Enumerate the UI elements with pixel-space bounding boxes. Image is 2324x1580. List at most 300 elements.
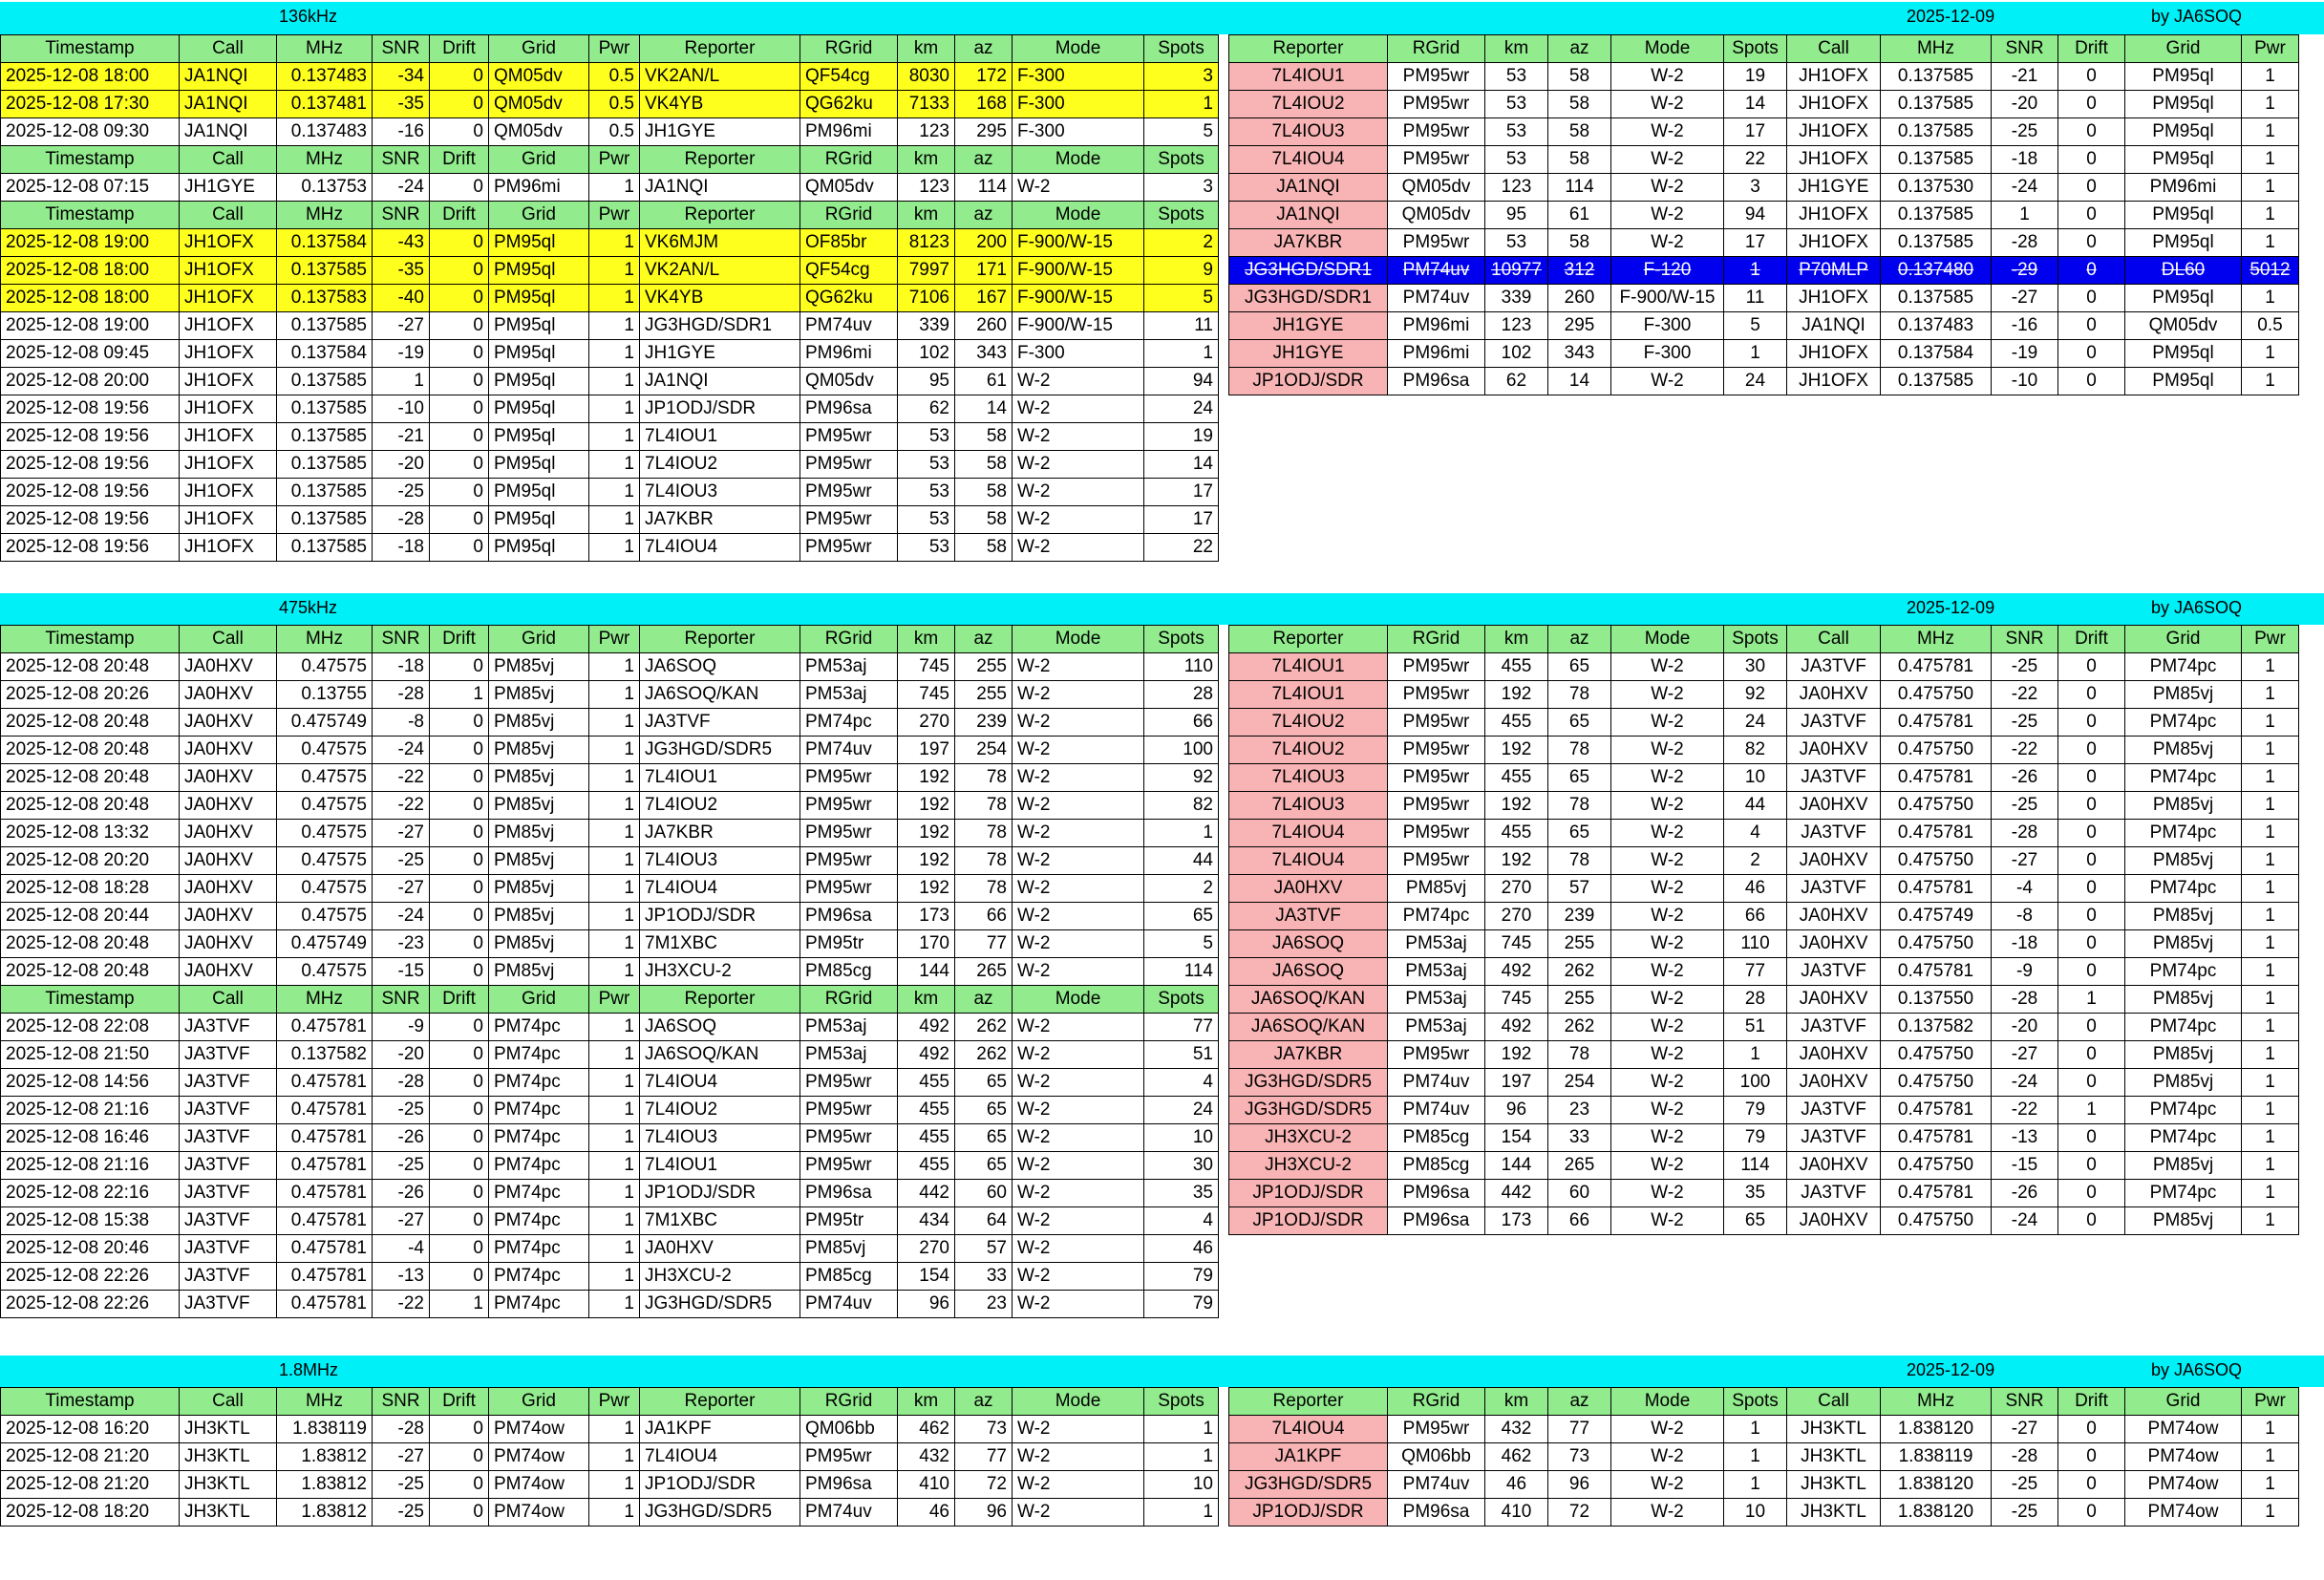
cell-mhz: 0.137585	[1881, 229, 1992, 257]
cell-pwr: 1	[2242, 368, 2299, 395]
cell-call: JA0HXV	[1787, 792, 1881, 820]
cell-rgrid: PM95wr	[800, 847, 898, 875]
cell-drift: 0	[2058, 709, 2125, 737]
column-header: Timestamp	[1, 146, 180, 174]
cell-mhz: 0.47575	[277, 958, 373, 986]
cell-reporter: 7L4IOU4	[1229, 820, 1388, 847]
cell-timestamp: 2025-12-08 20:48	[1, 709, 180, 737]
cell-pwr: 1	[2242, 681, 2299, 709]
cell-drift: 0	[2058, 847, 2125, 875]
cell-pwr: 1	[2242, 820, 2299, 847]
cell-spots: 10	[1724, 764, 1787, 792]
cell-rgrid: PM96sa	[1388, 368, 1485, 395]
table-row[interactable]	[1, 1416, 1219, 1443]
report-date: 2025-12-09	[1907, 7, 1995, 26]
cell-rgrid: PM74uv	[800, 1499, 898, 1527]
cell-rgrid: PM53aj	[1388, 1014, 1485, 1041]
cell-mode: W-2	[1611, 1471, 1724, 1499]
table-row[interactable]	[1229, 1443, 2299, 1471]
cell-grid: QM05dv	[489, 91, 589, 118]
cell-timestamp: 2025-12-08 20:20	[1, 847, 180, 875]
cell-az: 78	[1548, 681, 1611, 709]
cell-call: JA3TVF	[180, 1041, 277, 1069]
cell-drift: 0	[2058, 91, 2125, 118]
cell-mode: W-2	[1013, 506, 1144, 534]
cell-rgrid: PM74uv	[1388, 285, 1485, 312]
left-spots-table	[0, 1387, 1219, 1527]
cell-grid: PM85vj	[2125, 1152, 2242, 1180]
cell-pwr: 1	[589, 764, 640, 792]
cell-drift: 0	[430, 479, 489, 506]
cell-rgrid: PM85cg	[800, 958, 898, 986]
cell-pwr: 1	[2242, 1180, 2299, 1207]
cell-call: JA0HXV	[180, 681, 277, 709]
cell-mhz: 0.47575	[277, 903, 373, 930]
cell-mode: W-2	[1611, 792, 1724, 820]
cell-grid: PM74pc	[2125, 1014, 2242, 1041]
cell-spots: 35	[1144, 1180, 1219, 1207]
cell-snr: -26	[373, 1124, 430, 1152]
cell-km: 745	[1485, 986, 1548, 1014]
cell-mode: F-300	[1013, 91, 1144, 118]
cell-spots: 100	[1724, 1069, 1787, 1097]
cell-mhz: 0.137585	[277, 368, 373, 395]
cell-reporter: 7L4IOU3	[1229, 792, 1388, 820]
cell-rgrid: PM96sa	[800, 395, 898, 423]
cell-spots: 66	[1144, 709, 1219, 737]
cell-mhz: 1.83812	[277, 1499, 373, 1527]
cell-mode: W-2	[1611, 1124, 1724, 1152]
column-header: MHz	[1881, 626, 1992, 653]
column-header: Timestamp	[1, 986, 180, 1014]
cell-drift: 0	[430, 1014, 489, 1041]
cell-km: 192	[898, 875, 955, 903]
column-header: Grid	[489, 35, 589, 63]
cell-reporter: 7L4IOU4	[1229, 847, 1388, 875]
cell-pwr: 0.5	[589, 91, 640, 118]
column-header: km	[898, 1388, 955, 1416]
cell-reporter: JA1KPF	[640, 1416, 800, 1443]
cell-mhz: 0.137582	[1881, 1014, 1992, 1041]
cell-spots: 2	[1724, 847, 1787, 875]
cell-az: 171	[955, 257, 1013, 285]
cell-reporter: 7L4IOU2	[1229, 91, 1388, 118]
cell-snr: -24	[373, 737, 430, 764]
cell-rgrid: PM53aj	[800, 1041, 898, 1069]
cell-reporter: JA7KBR	[1229, 1041, 1388, 1069]
cell-az: 265	[955, 958, 1013, 986]
cell-pwr: 1	[2242, 764, 2299, 792]
cell-drift: 0	[2058, 202, 2125, 229]
cell-az: 66	[1548, 1207, 1611, 1235]
cell-call: JA0HXV	[1787, 737, 1881, 764]
cell-call: JH3KTL	[1787, 1416, 1881, 1443]
cell-az: 65	[955, 1124, 1013, 1152]
cell-call: JA0HXV	[180, 903, 277, 930]
cell-spots: 3	[1724, 174, 1787, 202]
cell-mode: W-2	[1013, 681, 1144, 709]
cell-spots: 1	[1724, 1471, 1787, 1499]
cell-grid: PM95ql	[489, 479, 589, 506]
cell-pwr: 1	[2242, 1207, 2299, 1235]
cell-km: 270	[1485, 903, 1548, 930]
cell-rgrid: PM95wr	[1388, 737, 1485, 764]
cell-snr: -26	[373, 1180, 430, 1207]
column-header: Spots	[1144, 35, 1219, 63]
cell-drift: 0	[2058, 1443, 2125, 1471]
cell-pwr: 1	[589, 653, 640, 681]
cell-grid: PM74pc	[2125, 653, 2242, 681]
cell-km: 192	[898, 847, 955, 875]
cell-grid: PM85vj	[489, 875, 589, 903]
column-header: az	[955, 626, 1013, 653]
table-row[interactable]	[1, 1443, 1219, 1471]
cell-timestamp: 2025-12-08 20:00	[1, 368, 180, 395]
cell-mhz: 0.137582	[277, 1041, 373, 1069]
cell-drift: 0	[430, 534, 489, 562]
cell-reporter: 7L4IOU4	[640, 534, 800, 562]
cell-call: JA0HXV	[1787, 903, 1881, 930]
cell-call: JA3TVF	[1787, 1180, 1881, 1207]
cell-pwr: 1	[2242, 653, 2299, 681]
table-row[interactable]	[1229, 1471, 2299, 1499]
cell-az: 255	[1548, 930, 1611, 958]
cell-grid: PM85vj	[2125, 1207, 2242, 1235]
column-header: Call	[180, 202, 277, 229]
cell-mode: W-2	[1611, 1443, 1724, 1471]
cell-drift: 0	[2058, 1499, 2125, 1527]
cell-drift: 0	[430, 1443, 489, 1471]
cell-rgrid: PM96mi	[800, 118, 898, 146]
cell-call: JA0HXV	[180, 709, 277, 737]
column-header: Spots	[1144, 986, 1219, 1014]
cell-snr: 1	[373, 368, 430, 395]
cell-grid: PM95ql	[2125, 63, 2242, 91]
column-header: RGrid	[800, 202, 898, 229]
cell-spots: 1	[1724, 1416, 1787, 1443]
cell-drift: 0	[430, 820, 489, 847]
cell-timestamp: 2025-12-08 21:16	[1, 1152, 180, 1180]
cell-mhz: 1.838120	[1881, 1416, 1992, 1443]
cell-reporter: 7L4IOU1	[1229, 681, 1388, 709]
column-header: km	[898, 146, 955, 174]
cell-rgrid: PM95wr	[1388, 820, 1485, 847]
column-header: SNR	[373, 626, 430, 653]
cell-grid: PM95ql	[489, 395, 589, 423]
column-header: MHz	[277, 1388, 373, 1416]
cell-rgrid: PM95wr	[800, 451, 898, 479]
cell-az: 65	[1548, 653, 1611, 681]
cell-km: 192	[1485, 792, 1548, 820]
cell-reporter: 7L4IOU1	[1229, 63, 1388, 91]
cell-snr: -16	[373, 118, 430, 146]
cell-call: JH1OFX	[180, 312, 277, 340]
cell-mode: W-2	[1611, 986, 1724, 1014]
column-header: Call	[1787, 1388, 1881, 1416]
cell-call: JA3TVF	[1787, 1014, 1881, 1041]
cell-snr: -26	[1992, 764, 2058, 792]
cell-call: JA3TVF	[1787, 820, 1881, 847]
cell-reporter: JG3HGD/SDR5	[640, 1499, 800, 1527]
cell-mode: W-2	[1611, 1152, 1724, 1180]
cell-drift: 0	[430, 423, 489, 451]
cell-spots: 94	[1144, 368, 1219, 395]
cell-mhz: 0.475749	[277, 709, 373, 737]
cell-pwr: 1	[2242, 91, 2299, 118]
cell-mhz: 0.475750	[1881, 792, 1992, 820]
cell-mode: F-300	[1013, 118, 1144, 146]
column-header: Spots	[1144, 202, 1219, 229]
cell-mode: W-2	[1013, 1416, 1144, 1443]
cell-call: JA3TVF	[180, 1180, 277, 1207]
cell-az: 65	[1548, 764, 1611, 792]
cell-spots: 1	[1724, 340, 1787, 368]
cell-km: 53	[898, 423, 955, 451]
cell-call: JH1OFX	[180, 534, 277, 562]
cell-mode: W-2	[1013, 847, 1144, 875]
cell-rgrid: PM95wr	[1388, 792, 1485, 820]
column-header: Pwr	[589, 202, 640, 229]
cell-mode: W-2	[1013, 1014, 1144, 1041]
cell-rgrid: PM95wr	[800, 1069, 898, 1097]
column-header: Pwr	[2242, 35, 2299, 63]
table-row[interactable]	[1229, 1416, 2299, 1443]
cell-spots: 1	[1144, 1499, 1219, 1527]
cell-call: JA0HXV	[180, 764, 277, 792]
cell-snr: -43	[373, 229, 430, 257]
cell-drift: 1	[2058, 986, 2125, 1014]
cell-timestamp: 2025-12-08 14:56	[1, 1069, 180, 1097]
cell-pwr: 1	[2242, 903, 2299, 930]
cell-az: 58	[955, 534, 1013, 562]
cell-reporter: JA6SOQ	[1229, 930, 1388, 958]
cell-mhz: 0.47575	[277, 847, 373, 875]
cell-rgrid: PM95wr	[800, 1443, 898, 1471]
cell-snr: -27	[373, 875, 430, 903]
column-header: Grid	[489, 986, 589, 1014]
cell-drift: 0	[430, 875, 489, 903]
cell-mhz: 0.475750	[1881, 1069, 1992, 1097]
cell-grid: PM95ql	[489, 257, 589, 285]
cell-pwr: 1	[2242, 63, 2299, 91]
cell-snr: -28	[373, 1069, 430, 1097]
cell-mhz: 0.137483	[1881, 312, 1992, 340]
cell-reporter: JA6SOQ/KAN	[640, 681, 800, 709]
column-header: Drift	[430, 202, 489, 229]
cell-mode: W-2	[1013, 1499, 1144, 1527]
cell-rgrid: PM96mi	[800, 340, 898, 368]
column-header: MHz	[277, 35, 373, 63]
cell-spots: 66	[1724, 903, 1787, 930]
cell-az: 167	[955, 285, 1013, 312]
cell-mode: W-2	[1611, 958, 1724, 986]
cell-snr: -25	[1992, 653, 2058, 681]
cell-rgrid: PM53aj	[800, 1014, 898, 1041]
cell-az: 312	[1548, 257, 1611, 285]
cell-pwr: 1	[2242, 737, 2299, 764]
cell-spots: 28	[1724, 986, 1787, 1014]
cell-az: 255	[955, 681, 1013, 709]
cell-reporter: JA1KPF	[1229, 1443, 1388, 1471]
cell-rgrid: PM74uv	[800, 312, 898, 340]
cell-call: JA3TVF	[180, 1235, 277, 1263]
cell-timestamp: 2025-12-08 19:56	[1, 423, 180, 451]
cell-rgrid: QM05dv	[1388, 174, 1485, 202]
cell-az: 77	[955, 1443, 1013, 1471]
cell-grid: PM85vj	[2125, 903, 2242, 930]
column-header: km	[1485, 626, 1548, 653]
cell-spots: 24	[1144, 395, 1219, 423]
table-row[interactable]	[1229, 1499, 2299, 1527]
cell-snr: -8	[373, 709, 430, 737]
cell-snr: -35	[373, 257, 430, 285]
cell-mhz: 0.47575	[277, 820, 373, 847]
cell-km: 442	[898, 1180, 955, 1207]
column-header: Reporter	[1229, 35, 1388, 63]
cell-rgrid: PM95wr	[800, 792, 898, 820]
column-header: RGrid	[1388, 35, 1485, 63]
cell-rgrid: PM74pc	[800, 709, 898, 737]
cell-reporter: 7L4IOU2	[640, 792, 800, 820]
cell-az: 14	[955, 395, 1013, 423]
cell-mode: F-900/W-15	[1013, 229, 1144, 257]
cell-reporter: JA6SOQ/KAN	[1229, 1014, 1388, 1041]
column-header: RGrid	[800, 626, 898, 653]
cell-mhz: 0.137585	[277, 395, 373, 423]
cell-pwr: 1	[2242, 792, 2299, 820]
cell-reporter: JH1GYE	[640, 340, 800, 368]
cell-az: 172	[955, 63, 1013, 91]
cell-mhz: 0.475781	[277, 1291, 373, 1318]
cell-km: 192	[1485, 681, 1548, 709]
cell-snr: -13	[373, 1263, 430, 1291]
column-header: Call	[180, 626, 277, 653]
cell-km: 62	[1485, 368, 1548, 395]
cell-call: P70MLP	[1787, 257, 1881, 285]
table-row[interactable]	[1, 1471, 1219, 1499]
table-row[interactable]	[1, 1499, 1219, 1527]
cell-pwr: 1	[589, 681, 640, 709]
cell-grid: PM95ql	[489, 229, 589, 257]
cell-spots: 17	[1724, 229, 1787, 257]
cell-reporter: JA7KBR	[640, 506, 800, 534]
cell-spots: 30	[1144, 1152, 1219, 1180]
cell-spots: 82	[1724, 737, 1787, 764]
cell-grid: PM95ql	[2125, 285, 2242, 312]
cell-mode: W-2	[1013, 1097, 1144, 1124]
cell-km: 270	[1485, 875, 1548, 903]
cell-rgrid: PM95wr	[1388, 229, 1485, 257]
cell-reporter: 7L4IOU1	[640, 423, 800, 451]
cell-mode: F-900/W-15	[1611, 285, 1724, 312]
cell-mode: W-2	[1013, 479, 1144, 506]
cell-mhz: 0.13753	[277, 174, 373, 202]
cell-az: 114	[1548, 174, 1611, 202]
cell-grid: PM96mi	[489, 174, 589, 202]
cell-km: 455	[1485, 709, 1548, 737]
cell-reporter: VK2AN/L	[640, 63, 800, 91]
cell-mhz: 0.137530	[1881, 174, 1992, 202]
cell-timestamp: 2025-12-08 18:28	[1, 875, 180, 903]
cell-snr: -20	[373, 1041, 430, 1069]
cell-az: 200	[955, 229, 1013, 257]
cell-snr: -25	[1992, 1499, 2058, 1527]
cell-mode: W-2	[1013, 1180, 1144, 1207]
cell-km: 144	[898, 958, 955, 986]
cell-mode: F-120	[1611, 257, 1724, 285]
cell-drift: 0	[430, 903, 489, 930]
cell-km: 53	[898, 451, 955, 479]
cell-spots: 65	[1724, 1207, 1787, 1235]
column-header: Reporter	[640, 986, 800, 1014]
column-header: RGrid	[800, 1388, 898, 1416]
cell-mhz: 0.475781	[1881, 958, 1992, 986]
cell-az: 78	[955, 847, 1013, 875]
cell-spots: 114	[1144, 958, 1219, 986]
column-header: Reporter	[640, 1388, 800, 1416]
cell-snr: -25	[373, 847, 430, 875]
cell-km: 192	[898, 764, 955, 792]
cell-spots: 35	[1724, 1180, 1787, 1207]
column-header: Pwr	[589, 1388, 640, 1416]
cell-km: 455	[898, 1069, 955, 1097]
cell-call: JH3KTL	[180, 1416, 277, 1443]
cell-pwr: 0.5	[2242, 312, 2299, 340]
cell-reporter: 7L4IOU4	[1229, 1416, 1388, 1443]
cell-rgrid: PM95tr	[800, 930, 898, 958]
cell-az: 254	[1548, 1069, 1611, 1097]
cell-mode: F-300	[1013, 63, 1144, 91]
cell-rgrid: PM95wr	[800, 820, 898, 847]
cell-rgrid: PM85vj	[1388, 875, 1485, 903]
cell-mode: W-2	[1611, 1416, 1724, 1443]
column-header: Spots	[1144, 626, 1219, 653]
cell-call: JA3TVF	[1787, 764, 1881, 792]
cell-pwr: 1	[589, 479, 640, 506]
cell-pwr: 1	[2242, 1069, 2299, 1097]
cell-spots: 1	[1144, 91, 1219, 118]
cell-snr: -24	[373, 903, 430, 930]
cell-snr: -25	[1992, 118, 2058, 146]
cell-timestamp: 2025-12-08 20:48	[1, 930, 180, 958]
column-header: az	[955, 1388, 1013, 1416]
cell-reporter: JP1ODJ/SDR	[1229, 368, 1388, 395]
cell-grid: PM95ql	[489, 451, 589, 479]
cell-reporter: 7L4IOU2	[640, 1097, 800, 1124]
cell-az: 114	[955, 174, 1013, 202]
cell-reporter: 7L4IOU4	[640, 875, 800, 903]
cell-km: 192	[1485, 847, 1548, 875]
cell-mode: W-2	[1013, 709, 1144, 737]
cell-call: JH1OFX	[180, 423, 277, 451]
cell-mode: W-2	[1013, 875, 1144, 903]
cell-pwr: 1	[589, 395, 640, 423]
cell-drift: 0	[430, 174, 489, 202]
cell-snr: -9	[1992, 958, 2058, 986]
cell-call: JH1OFX	[1787, 202, 1881, 229]
cell-spots: 5	[1724, 312, 1787, 340]
cell-grid: QM05dv	[489, 63, 589, 91]
cell-mode: W-2	[1013, 820, 1144, 847]
column-header: RGrid	[800, 986, 898, 1014]
column-header: km	[898, 626, 955, 653]
cell-az: 61	[1548, 202, 1611, 229]
cell-reporter: JA1NQI	[1229, 202, 1388, 229]
column-header: Drift	[430, 626, 489, 653]
cell-call: JH1GYE	[180, 174, 277, 202]
cell-km: 154	[898, 1263, 955, 1291]
cell-rgrid: QM06bb	[1388, 1443, 1485, 1471]
